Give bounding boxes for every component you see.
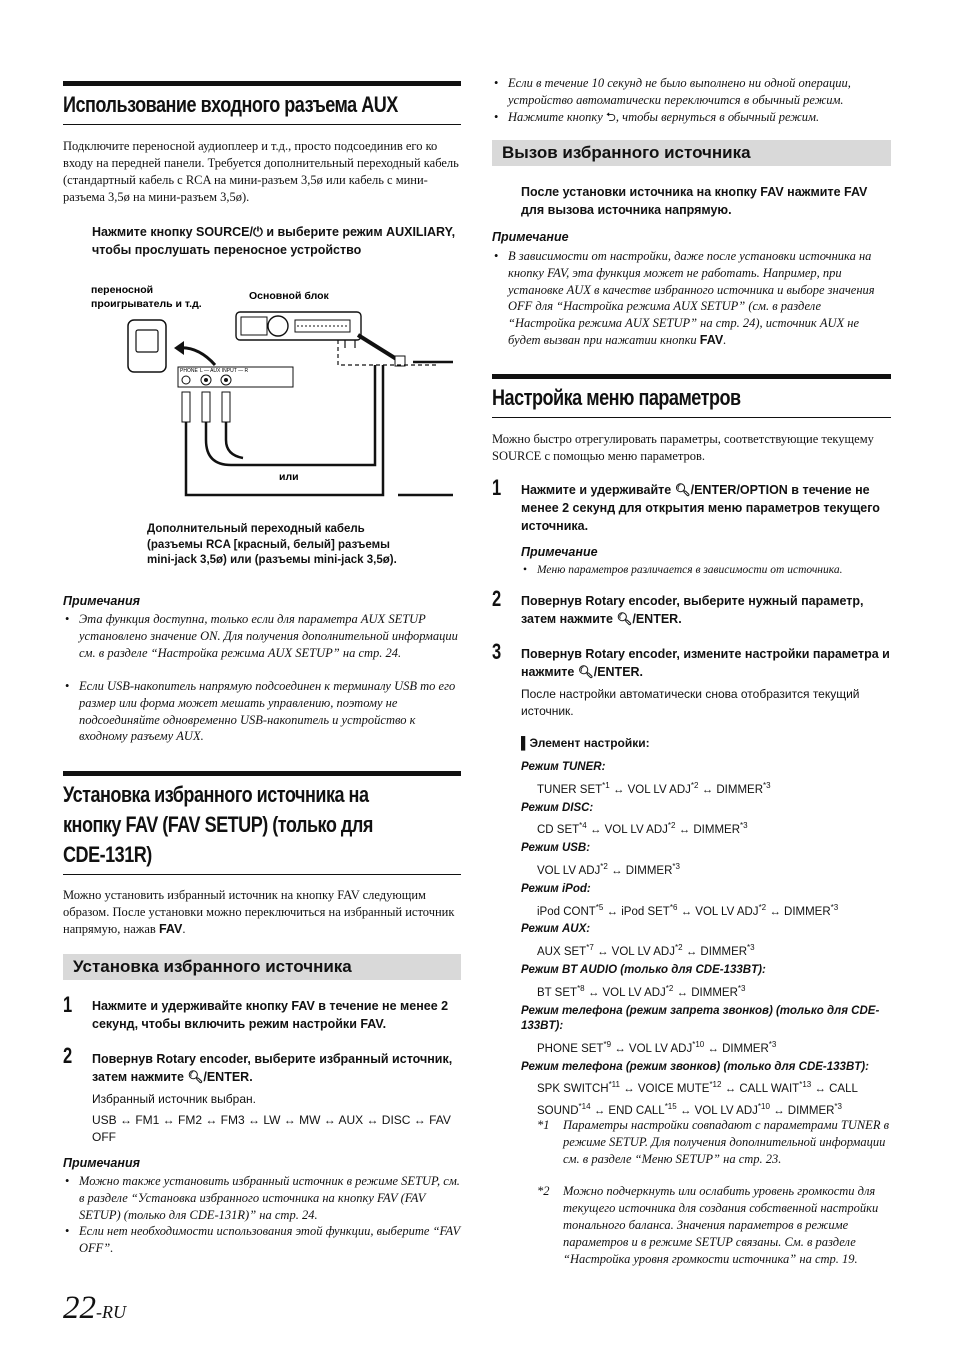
fav-intro: Можно установить избранный источник на кнопку FAV следующим образом. После установки можно переключиться на избранный источник напрямую, нажав FAV. bbox=[63, 888, 455, 936]
step1-note: • Меню параметров различается в зависимости от источника. bbox=[521, 562, 891, 579]
svg-text:PHONE: PHONE bbox=[180, 368, 198, 374]
menu-step-2: Повернув Rotary encoder, выберите нужный параметр, затем нажмите 🔍︎/ENTER. bbox=[521, 594, 864, 626]
portable-label-1: переносной bbox=[91, 284, 154, 296]
top-bullet: • Если в течение 10 секунд не было выполнено ни одной операции, устройство автоматически переключится в обычный режим. bbox=[492, 75, 891, 109]
menu-intro: Можно быстро отрегулировать параметры, соответствующие текущему SOURCE с помощью меню параметров. bbox=[492, 432, 874, 463]
aux-connection-diagram bbox=[83, 280, 453, 520]
page-number: 22-RU bbox=[63, 1290, 126, 1326]
step-number: 2 bbox=[492, 586, 502, 611]
fav-subsection-title: Установка избранного источника bbox=[63, 954, 461, 980]
mode-values: CD SET$^{*4}$ ↔ VOL LV ADJ$^{*2}$ ↔ DIMMER$^{*3}$ bbox=[537, 821, 748, 836]
mode-heading: Режим телефона (режим звонков) (только для CDE-133BT): bbox=[521, 1061, 869, 1073]
menu-step-3: Повернув Rotary encoder, измените настройки параметра и нажмите 🔍︎/ENTER. bbox=[521, 647, 890, 679]
fav-call-step: После установки источника на кнопку FAV нажмите FAV для вызова источника напрямую. bbox=[521, 185, 868, 217]
fav-source-chain: USB ↔ FM1 ↔ FM2 ↔ FM3 ↔ LW ↔ MW ↔ AUX ↔ DISC ↔ FAV OFF bbox=[92, 1113, 451, 1144]
fav-step-2-result: Избранный источник выбран. bbox=[92, 1092, 256, 1106]
mode-values: iPod CONT$^{*5}$ ↔ iPod SET$^{*6}$ ↔ VOL LV ADJ$^{*2}$ ↔ DIMMER$^{*3}$ bbox=[537, 903, 839, 918]
mode-values: TUNER SET$^{*1}$ ↔ VOL LV ADJ$^{*2}$ ↔ DIMMER$^{*3}$ bbox=[537, 781, 771, 796]
cable-caption: Дополнительный переходный кабель (разъемы RCA [красный, белый] разъемы mini-jack 3,5ø) или (разъемы mini-jack 3,5ø). bbox=[147, 523, 397, 567]
square-bullet-icon: ▌ bbox=[521, 736, 530, 750]
mode-heading: Режим iPod: bbox=[521, 883, 591, 895]
aux-step: Нажмите кнопку SOURCE/⏻ и выберите режим AUXILIARY, чтобы прослушать переносное устройство bbox=[92, 225, 456, 257]
footnote: *1 Параметры настройки совпадают с параметрами TUNER в режиме SETUP. Для получения дополнительной информации см. в разделе “Меню SETUP” на стр. 23. bbox=[537, 1118, 890, 1166]
mode-heading: Режим DISC: bbox=[521, 802, 594, 814]
notes1-item: • Если USB-накопитель напрямую подсоединен к терминалу USB то его размер или форма может мешать управлению, поэтому не подсоединяйте одновременно USB-накопитель и устройство к входному разъему AUX. bbox=[63, 678, 461, 745]
search-icon: 🔍︎ bbox=[187, 1070, 204, 1084]
mode-heading: Режим телефона (режим запрета звонков) (только для CDE-133BT): bbox=[521, 1005, 880, 1032]
svg-text:L — AUX INPUT — R: L — AUX INPUT — R bbox=[200, 368, 249, 374]
notes1-item: • Эта функция доступна, только если для параметра AUX SETUP установлено значение ON. Для получения дополнительной информации см. в разделе “Настройка режима AUX SETUP” на стр. 24. bbox=[63, 611, 461, 661]
menu-step-3-result: После настройки автоматически снова отобразится текущий источник. bbox=[521, 687, 860, 718]
aux-section-title: Использование входного разъема AUX bbox=[63, 81, 461, 125]
cable-plugs bbox=[182, 392, 230, 422]
mode-values: VOL LV ADJ$^{*2}$ ↔ DIMMER$^{*3}$ bbox=[537, 862, 680, 877]
aux-intro: Подключите переносной аудиоплеер и т.д., просто подсоединив его ко входу на передней панели. Требуется дополнительный переходный кабель (стандартный кабель с RCA на мини-разъем 3,5ø или кабель с мини-разъема 3,5ø на мини-разъем 3,5ø). bbox=[63, 139, 459, 204]
search-icon: 🔍︎ bbox=[674, 483, 691, 497]
menu-step-1: Нажмите и удерживайте 🔍︎/ENTER/OPTION в течение не менее 2 секунд для открытия меню параметров текущего источника. bbox=[521, 483, 880, 533]
power-icon: ⏻ bbox=[252, 225, 263, 239]
fav-section-title: Установка избранного источника на кнопку FAV (FAV SETUP) (только для CDE-131R) bbox=[63, 771, 461, 875]
fav-step-2: Повернув Rotary encoder, выберите избранный источник, затем нажмите 🔍︎/ENTER. bbox=[92, 1052, 453, 1084]
return-icon: ⮌ bbox=[605, 110, 616, 124]
notes1-title: Примечания bbox=[63, 594, 140, 608]
mode-heading: Режим BT AUDIO (только для CDE-133BT): bbox=[521, 964, 766, 976]
step-number: 1 bbox=[492, 475, 502, 500]
notes2-item: • Если нет необходимости использования этой функции, выберите “FAV OFF”. bbox=[63, 1223, 461, 1257]
mode-values: AUX SET$^{*7}$ ↔ VOL LV ADJ$^{*2}$ ↔ DIMMER$^{*3}$ bbox=[537, 943, 755, 958]
note-title: Примечание bbox=[492, 230, 569, 244]
mode-heading: Режим TUNER: bbox=[521, 761, 606, 773]
step-number: 3 bbox=[492, 639, 502, 664]
mode-heading: Режим USB: bbox=[521, 842, 591, 854]
mode-values: BT SET$^{*8}$ ↔ VOL LV ADJ$^{*2}$ ↔ DIMMER$^{*3}$ bbox=[537, 984, 746, 999]
mode-values: PHONE SET$^{*9}$ ↔ VOL LV ADJ$^{*10}$ ↔ DIMMER$^{*3}$ bbox=[537, 1040, 777, 1055]
notes2-title: Примечания bbox=[63, 1156, 140, 1170]
step1-note-title: Примечание bbox=[521, 545, 598, 559]
fav-step-1: Нажмите и удерживайте кнопку FAV в течение не менее 2 секунд, чтобы включить режим настройки FAV. bbox=[92, 999, 449, 1031]
footnote: *2 Можно подчеркнуть или ослабить уровень громкости для текущего источника для создания собственной настройки тонального баланса. Значения параметров в режиме параметров и в режиме SETUP связаны. См. в разделе “Настройка уровня громкости источника” на стр. 19. bbox=[537, 1184, 879, 1266]
search-icon: 🔍︎ bbox=[577, 665, 594, 679]
note-item: • В зависимости от настройки, даже после установки источника на кнопку FAV, эта функция может не работать. Например, при установке AUX в качестве избранного источника и выборе значения OFF для “Настройка режима AUX SETUP” (см. в разделе “Настройка режима AUX SETUP” на стр. 24), источник AUX не будет вызван при нажатии кнопки FAV. bbox=[492, 248, 891, 349]
mode-heading: Режим AUX: bbox=[521, 923, 591, 935]
portable-label-2: проигрыватель и т.д. bbox=[91, 298, 202, 310]
input-panel bbox=[178, 367, 293, 387]
search-icon: 🔍︎ bbox=[616, 612, 633, 626]
items-title: ▌Элемент настройки: bbox=[521, 736, 650, 750]
or-label: или bbox=[279, 471, 299, 483]
menu-section-title: Настройка меню параметров bbox=[492, 374, 891, 418]
main-unit-label: Основной блок bbox=[249, 290, 329, 302]
notes2-item: • Можно также установить избранный источник в режиме SETUP, см. в разделе “Установка избранного источника на кнопку FAV (FAV SETUP) (только для CDE-131R)” на стр. 24. bbox=[63, 1173, 461, 1223]
step-number: 1 bbox=[63, 992, 73, 1017]
main-unit-icon bbox=[236, 312, 361, 340]
fav-call-title: Вызов избранного источника bbox=[492, 140, 891, 166]
step-number: 2 bbox=[63, 1043, 73, 1068]
mode-values: SPK SWITCH$^{*11}$ ↔ VOICE MUTE$^{*12}$ ↔ CALL WAIT$^{*13}$ ↔ CALL SOUND$^{*14}$ ↔ END CALL$^{*15}$ ↔ VOL LV ADJ$^{*10}$ ↔ DIMMER$^{*3}$ bbox=[537, 1080, 858, 1117]
portable-player-icon bbox=[128, 320, 166, 372]
top-bullet: • Нажмите кнопку ⮌, чтобы вернуться в обычный режим. bbox=[492, 109, 891, 126]
